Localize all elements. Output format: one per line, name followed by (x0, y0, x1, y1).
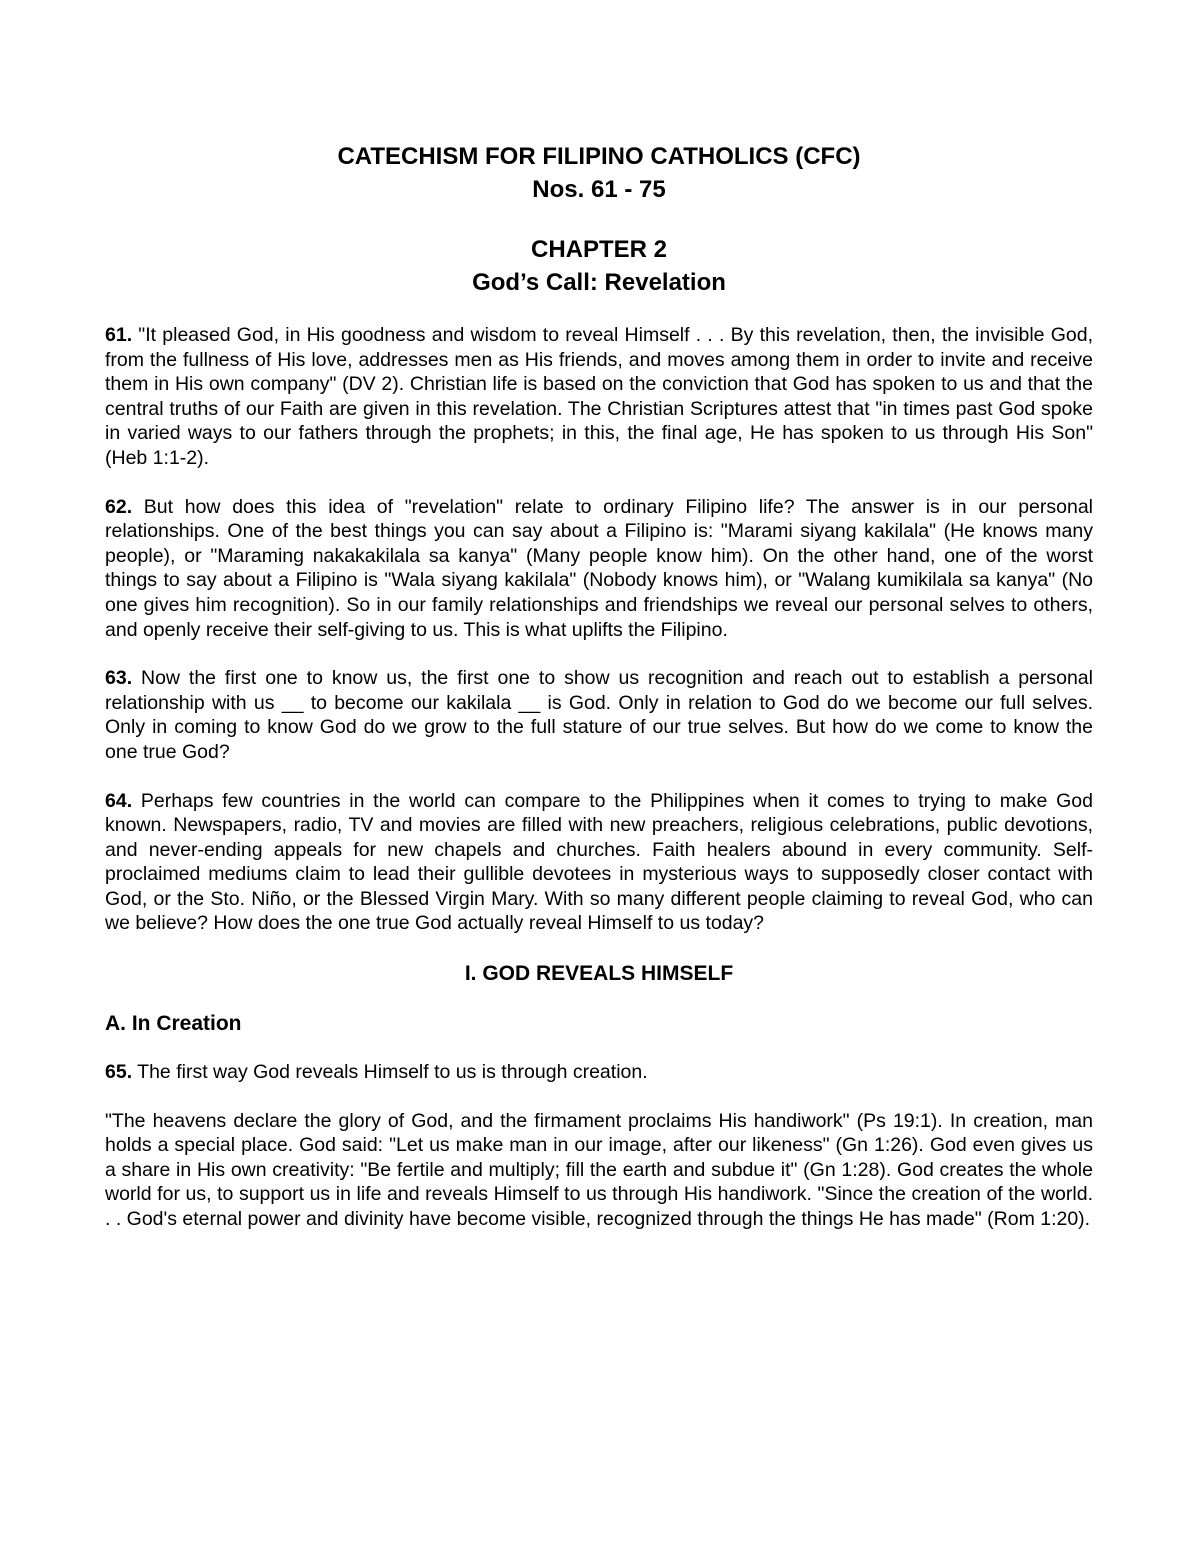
document-title-block (105, 140, 1093, 206)
chapter-label: CHAPTER 2 (530, 236, 668, 263)
paragraph-text: Perhaps few countries in the world can compare to the Philippines when it comes to trying to make God known. Newspapers, radio, TV and movies are filled with new preachers, religious celebrations, public devotions, and never-ending appeals for new chapels and churches. Faith healers abound in every community. Self-proclaimed mediums claim to lead their gullible devotees in mysterious ways to supposedly closer contact with God, or the Sto. Niño, or the Blessed Virgin Mary. With so many different people claiming to reveal God, who can we believe? How does the one true God actually reveal Himself to us today? (105, 789, 1093, 935)
document-subtitle: Nos. 61 - 75 (532, 176, 666, 203)
paragraph-65 (105, 1060, 1093, 1085)
paragraph-text: "It pleased God, in His goodness and wisdom to reveal Himself . . . By this revelation, then, the invisible God, from the fullness of His love, addresses men as His friends, and moves among them in order to invite and receive them in His own company" (DV 2). Christian life is based on the conviction that God has spoken to us and that the central truths of our Faith are given in this revelation. The Christian Scriptures attest that "in times past God spoke in varied ways to our fathers through the prophets; in this, the final age, He has spoken to us through His Son" (Heb 1:1-2). (105, 324, 1093, 469)
paragraph-number: 61. (105, 324, 133, 346)
paragraph-text: The first way God reveals Himself to us is through creation. (132, 1061, 648, 1084)
paragraph-61 (105, 323, 1093, 471)
paragraph-64 (105, 789, 1093, 937)
document-title: CATECHISM FOR FILIPINO CATHOLICS (CFC) (337, 143, 861, 170)
chapter-title-block (105, 233, 1093, 299)
paragraph-number: 62. (105, 495, 133, 518)
section-heading: I. GOD REVEALS HIMSELF (464, 962, 734, 986)
paragraph-62 (105, 495, 1093, 643)
paragraph-number: 64. (105, 789, 133, 812)
scripture-quote-paragraph: "The heavens declare the glory of God, and the firmament proclaims His handiwork" (Ps 19:1). In creation, man holds a special place. God said: "Let us make man in our image, after our likeness" (Gn 1:26). God even gives us a share in His own creativity: "Be fertile and multiply; fill the earth and subdue it" (Gn 1:28). God creates the whole world for us, to support us in life and reveals Himself to us through His handiwork. "Since the creation of the world. . . God's eternal power and divinity have become visible, recognized through the things He has made" (Rom 1:20). (105, 1109, 1093, 1231)
subsection-heading: A. In Creation (105, 1012, 242, 1036)
paragraph-text: But how does this idea of "revelation" relate to ordinary Filipino life? The answer is in our personal relationships. One of the best things you can say about a Filipino is: "Marami siyang kakilala" (He knows many people), or "Maraming nakakakilala sa kanya" (Many people know him). On the other hand, one of the worst things to say about a Filipino is "Wala siyang kakilala" (Nobody knows him), or "Walang kumikilala sa kanya" (No one gives him recognition). So in our family relationships and friendships we reveal our personal selves to others, and openly receive their self-giving to us. This is what uplifts the Filipino. (105, 495, 1093, 641)
paragraph-text: Now the first one to know us, the first one to show us recognition and reach out to establish a personal relationship with us __ to become our kakilala __ is God. Only in relation to God do we become our full selves. Only in coming to know God do we grow to the full stature of our true selves. But how do we come to know the one true God? (105, 667, 1093, 763)
chapter-title: God’s Call: Revelation (472, 269, 726, 296)
paragraph-number: 65. (105, 1061, 133, 1084)
document-page (105, 140, 1093, 1232)
paragraph-63 (105, 666, 1093, 764)
paragraph-number: 63. (105, 667, 133, 690)
